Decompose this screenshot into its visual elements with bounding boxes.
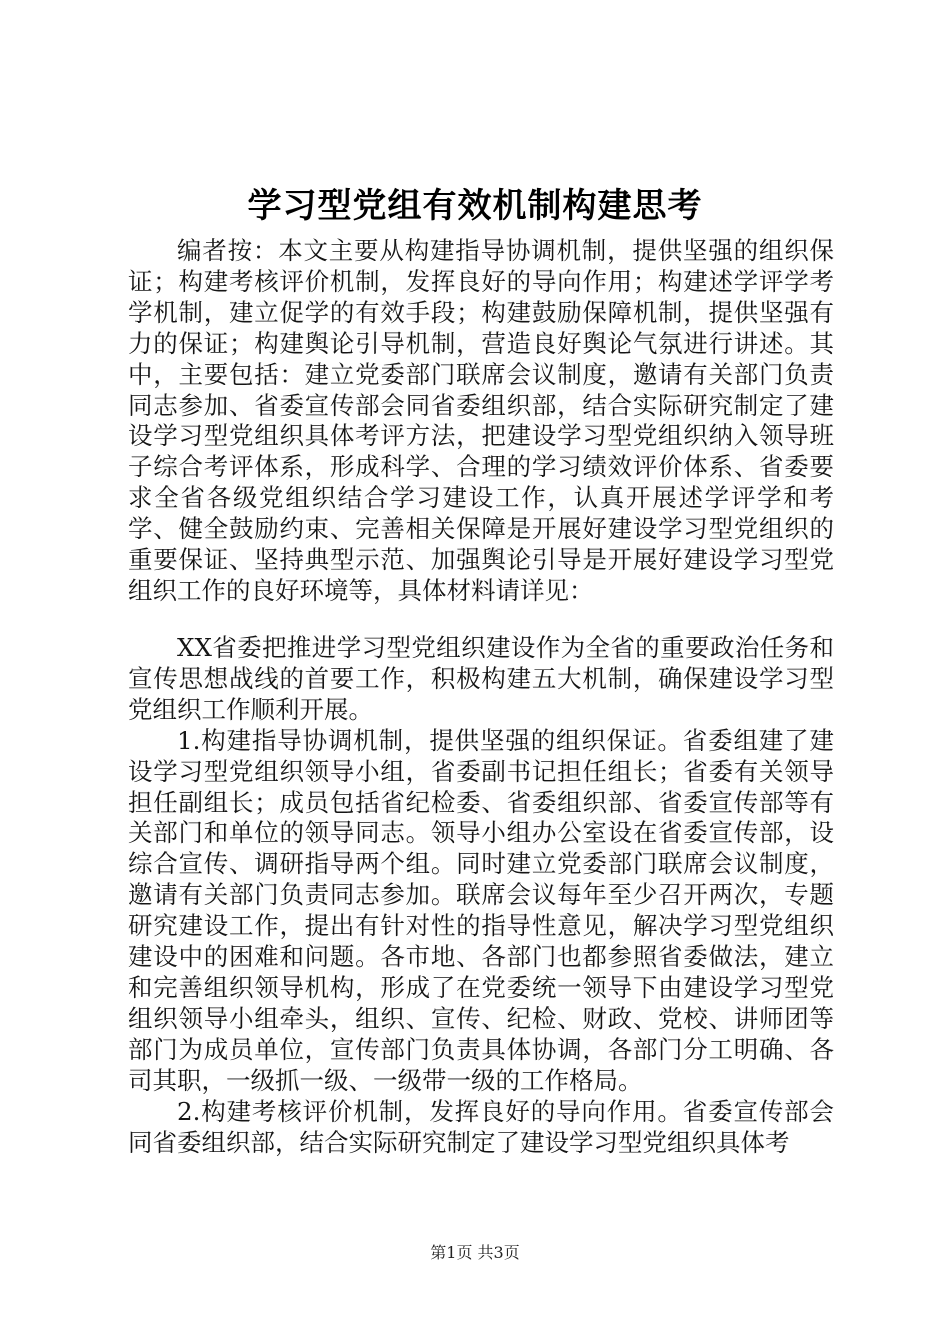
document-title: 学习型党组有效机制构建思考 [247,186,703,226]
editor-note-paragraph: 编者按：本文主要从构建指导协调机制，提供坚强的组织保证；构建考核评价机制，发挥良好的导向作用；构建述学评学考学机制，建立促学的有效手段；构建鼓励保障机制，提供坚强有力的保证；构建舆论引导机制，营造良好舆论气氛进行讲述。其中，主要包括：建立党委部门联席会议制度，邀请有关部门负责同志参加、省委宣传部会同省委组织部，结合实际研究制定了建设学习型党组织具体考评方法，把建设学习型党组织纳入领导班子综合考评体系，形成科学、合理的学习绩效评价体系、省委要求全省各级党组织结合学习建设工作，认真开展述学评学和考学、健全鼓励约束、完善相关保障是开展好建设学习型党组织的重要保证、坚持典型示范、加强舆论引导是开展好建设学习型党组织工作的良好环境等，具体材料请详见： [128,236,834,605]
editor-note [128,236,834,607]
document-body [128,633,834,1158]
body-paragraph-2: 2.构建考核评价机制，发挥良好的导向作用。省委宣传部会同省委组织部，结合实际研究制定了建设学习型党组织具体考 [128,1096,834,1157]
body-paragraph-1: 1.构建指导协调机制，提供坚强的组织保证。省委组建了建设学习型党组织领导小组，省委副书记担任组长；省委有关领导担任副组长；成员包括省纪检委、省委组织部、省委宣传部等有关部门和单位的领导同志。领导小组办公室设在省委宣传部，设综合宣传、调研指导两个组。同时建立党委部门联席会议制度，邀请有关部门负责同志参加。联席会议每年至少召开两次，专题研究建设工作，提出有针对性的指导性意见，解决学习型党组织建设中的困难和问题。各市地、各部门也都参照省委做法，建立和完善组织领导机构，形成了在党委统一领导下由建设学习型党组织领导小组牵头，组织、宣传、纪检、财政、党校、讲师团等部门为成员单位，宣传部门负责具体协调，各部门分工明确、各司其职，一级抓一级、一级带一级的工作格局。 [128,725,834,1095]
page-footer: 第1页 共3页 [430,1243,520,1262]
body-paragraph-intro: XX省委把推进学习型党组织建设作为全省的重要政治任务和宣传思想战线的首要工作，积极构建五大机制，确保建设学习型党组织工作顺利开展。 [128,633,834,724]
